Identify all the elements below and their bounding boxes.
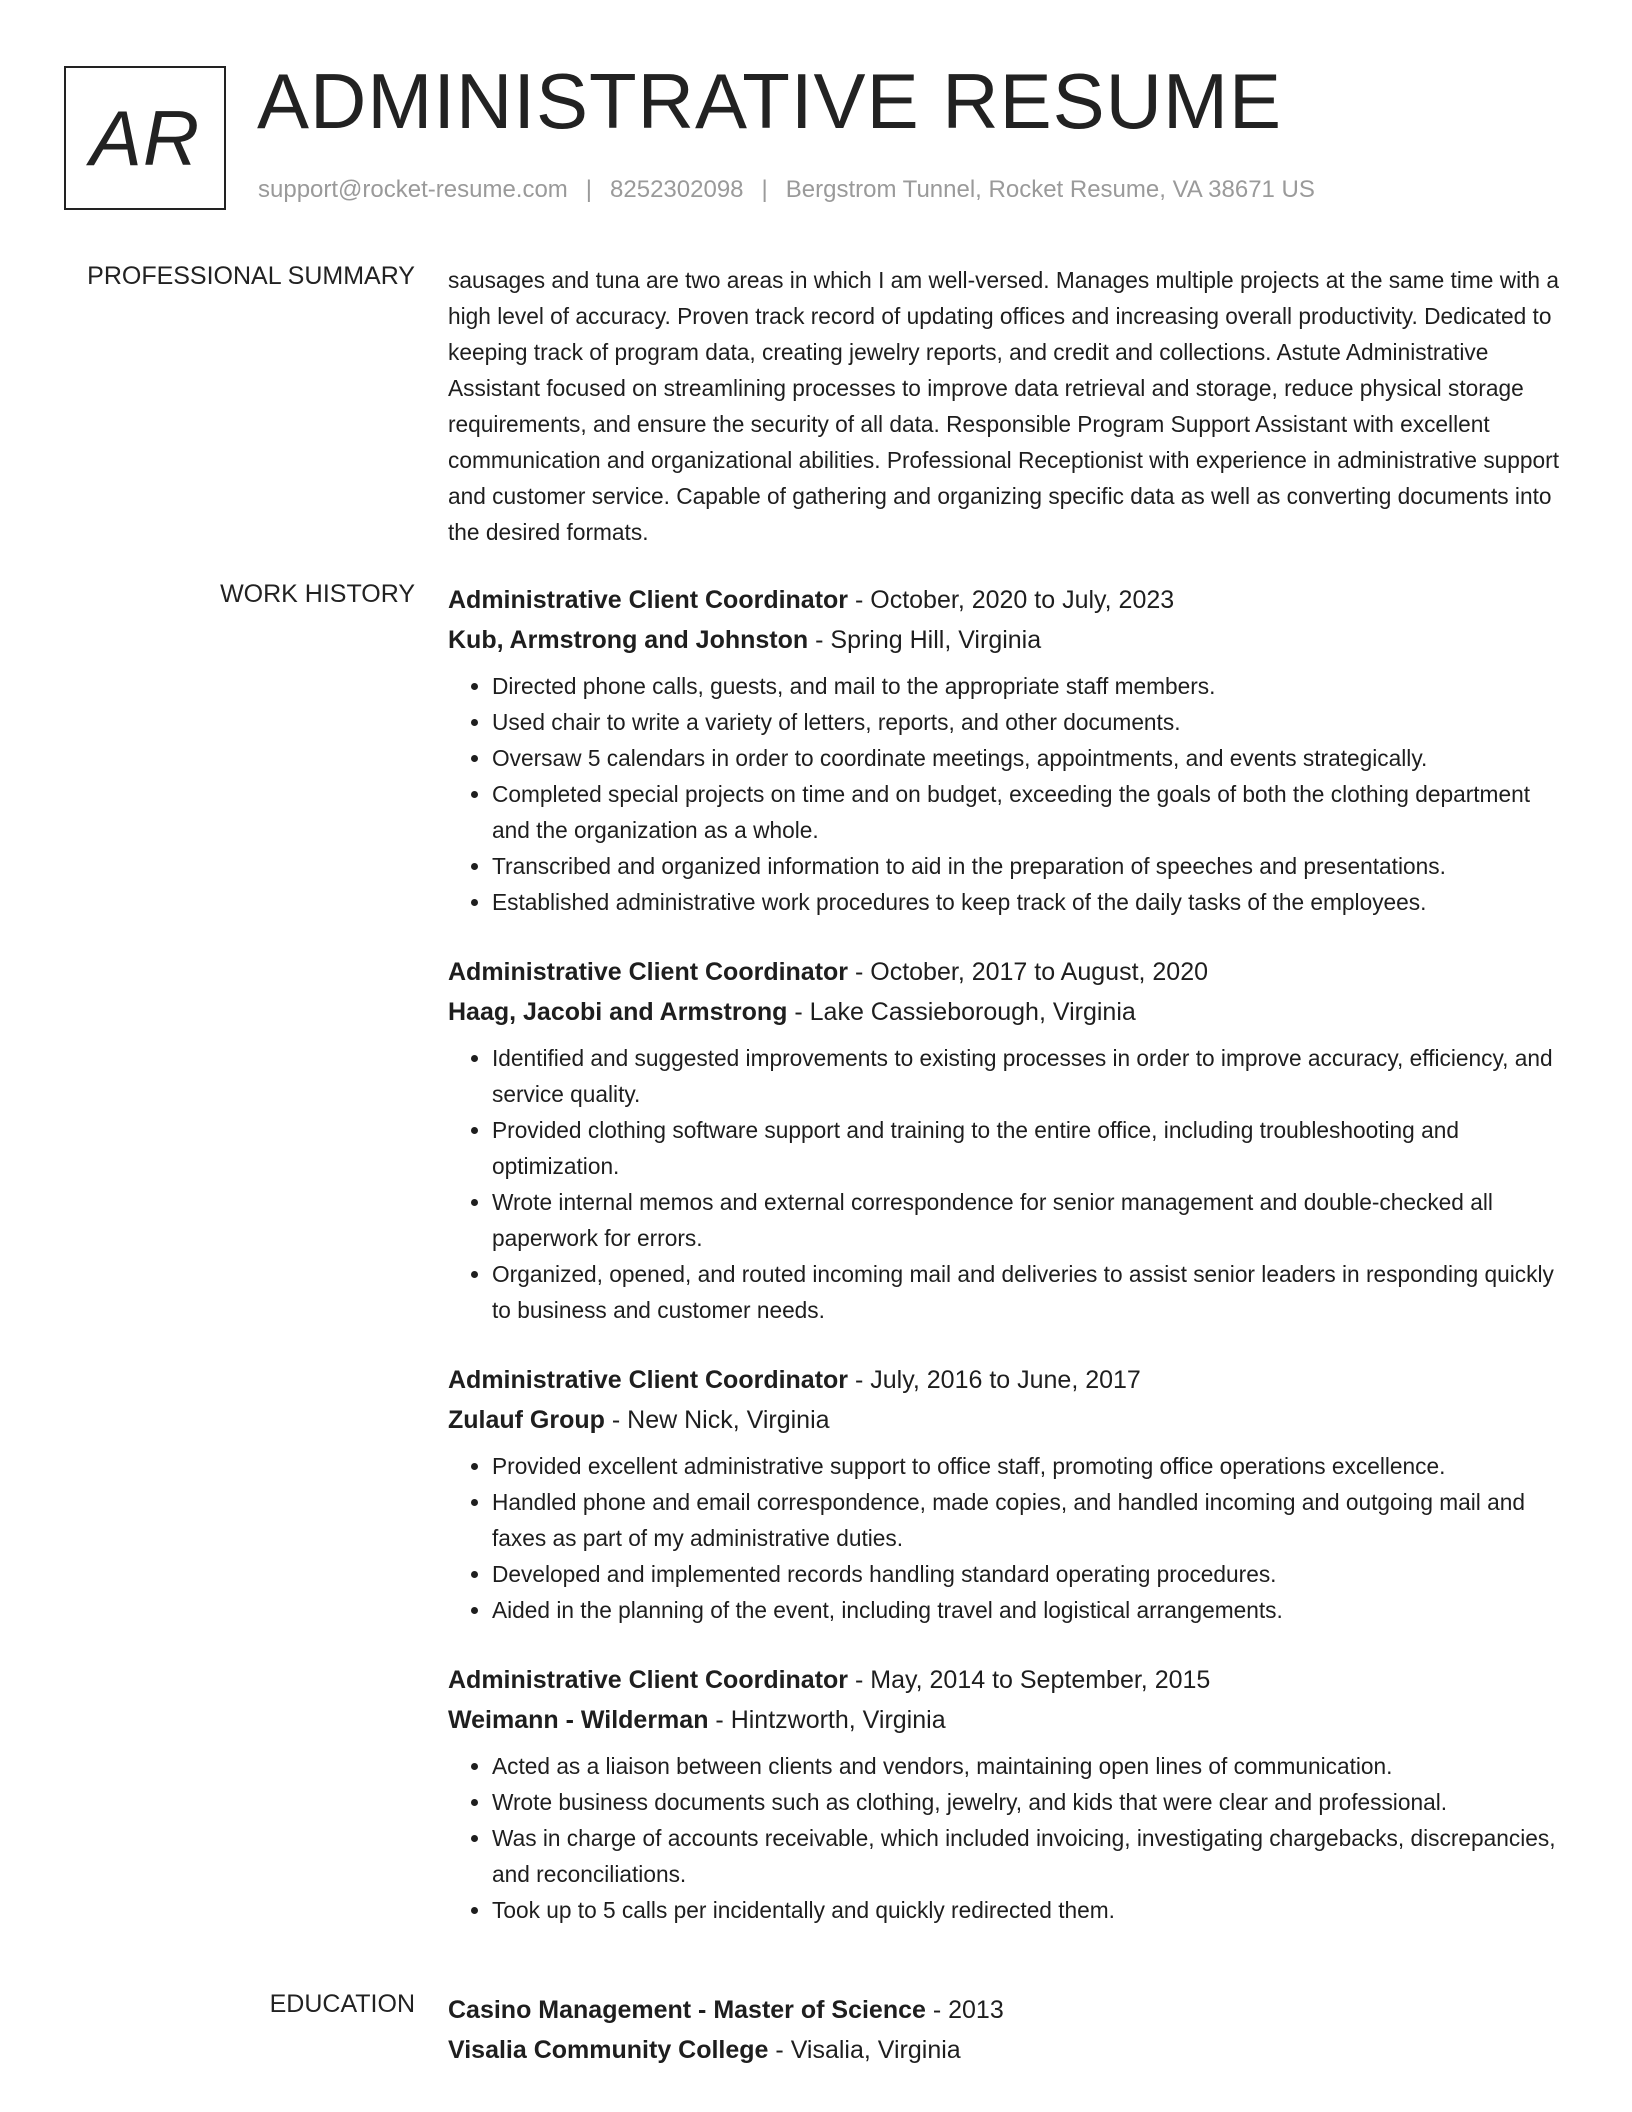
job-location: Hintzworth, Virginia xyxy=(730,1706,946,1734)
job-dates: October, 2017 to August, 2020 xyxy=(870,958,1209,986)
job-title: Administrative Client Coordinator xyxy=(448,586,849,614)
job-title: Administrative Client Coordinator xyxy=(448,958,849,986)
job-dates: July, 2016 to June, 2017 xyxy=(870,1366,1141,1394)
job-dates: October, 2020 to July, 2023 xyxy=(870,586,1175,614)
work-history-heading: WORK HISTORY xyxy=(220,580,415,608)
dash: - xyxy=(787,998,810,1026)
dash: - xyxy=(848,958,871,986)
contact-address: Bergstrom Tunnel, Rocket Resume, VA 38671 US xyxy=(785,176,1315,203)
bullet-item: • Organized, opened, and routed incoming mail and deliveries to assist senior leaders in responding quickly to business and customer needs. xyxy=(492,1256,1570,1328)
bullet-item: • Directed phone calls, guests, and mail to the appropriate staff members. xyxy=(492,668,1570,704)
job-entry xyxy=(448,1660,1570,1928)
dash: - xyxy=(768,2036,791,2064)
bullet-item: • Provided clothing software support and training to the entire office, including troubleshooting and optimization. xyxy=(492,1112,1570,1184)
contact-separator: | xyxy=(761,176,768,203)
education-entry xyxy=(448,1990,1570,2070)
job-company: Kub, Armstrong and Johnston xyxy=(448,626,809,654)
job-company: Zulauf Group xyxy=(448,1406,605,1434)
bullet-item: • Wrote business documents such as clothing, jewelry, and kids that were clear and professional. xyxy=(492,1784,1570,1820)
job-company: Weimann - Wilderman xyxy=(448,1706,709,1734)
education-degree: Casino Management - Master of Science xyxy=(448,1996,926,2024)
dash: - xyxy=(808,626,831,654)
dash: - xyxy=(848,1366,871,1394)
bullet-item: • Acted as a liaison between clients and vendors, maintaining open lines of communication. xyxy=(492,1748,1570,1784)
monogram-logo: AR xyxy=(64,66,226,210)
bullet-item: • Established administrative work procedures to keep track of the daily tasks of the employees. xyxy=(492,884,1570,920)
contact-phone[interactable]: 8252302098 xyxy=(610,176,744,203)
job-bullets xyxy=(448,1748,1570,1928)
job-bullets xyxy=(448,668,1570,920)
summary-text: sausages and tuna are two areas in which I am well-versed. Manages multiple projects at the same time with a high level of accuracy. Proven track record of updating offices and increasing overall productivity. Dedicated to keeping track of program data, creating jewelry reports, and credit and collections. Astute Administrative Assistant focused on streamlining processes to improve data retrieval and storage, reduce physical storage requirements, and ensure the security of all data. Responsible Program Support Assistant with excellent communication and organizational abilities. Professional Receptionist with experience in administrative support and customer service. Capable of gathering and organizing specific data as well as converting documents into the desired formats. xyxy=(448,267,1560,545)
job-entry xyxy=(448,580,1570,920)
bullet-item: • Completed special projects on time and on budget, exceeding the goals of both the clothing department and the organization as a whole. xyxy=(492,776,1570,848)
resume-title: ADMINISTRATIVE RESUME xyxy=(257,57,1282,145)
bullet-item: • Provided excellent administrative support to office staff, promoting office operations excellence. xyxy=(492,1448,1570,1484)
contact-line xyxy=(258,176,1315,204)
education-heading: EDUCATION xyxy=(269,1990,415,2018)
job-location: Spring Hill, Virginia xyxy=(830,626,1042,654)
job-title: Administrative Client Coordinator xyxy=(448,1366,849,1394)
dash: - xyxy=(848,1666,871,1694)
job-bullets xyxy=(448,1040,1570,1328)
job-dates: May, 2014 to September, 2015 xyxy=(870,1666,1211,1694)
job-company: Haag, Jacobi and Armstrong xyxy=(448,998,788,1026)
bullet-item: • Oversaw 5 calendars in order to coordinate meetings, appointments, and events strategically. xyxy=(492,740,1570,776)
job-entry xyxy=(448,1360,1570,1628)
dash: - xyxy=(848,586,871,614)
job-title: Administrative Client Coordinator xyxy=(448,1666,849,1694)
education-school: Visalia Community College xyxy=(448,2036,769,2064)
job-bullets xyxy=(448,1448,1570,1628)
job-entry xyxy=(448,952,1570,1328)
dash: - xyxy=(708,1706,731,1734)
contact-email[interactable]: support@rocket-resume.com xyxy=(258,176,568,203)
dash: - xyxy=(604,1406,628,1434)
education-location: Visalia, Virginia xyxy=(790,2036,961,2064)
job-location: New Nick, Virginia xyxy=(627,1406,830,1434)
bullet-item: • Took up to 5 calls per incidentally and quickly redirected them. xyxy=(492,1892,1570,1928)
contact-separator: | xyxy=(585,176,593,203)
bullet-item: • Developed and implemented records handling standard operating procedures. xyxy=(492,1556,1570,1592)
bullet-item: • Was in charge of accounts receivable, which included invoicing, investigating chargebacks, discrepancies, and reconciliations. xyxy=(492,1820,1570,1892)
job-location: Lake Cassieborough, Virginia xyxy=(809,998,1136,1026)
summary-heading: PROFESSIONAL SUMMARY xyxy=(87,262,415,290)
bullet-item: • Transcribed and organized information to aid in the preparation of speeches and presentations. xyxy=(492,848,1570,884)
education-year: 2013 xyxy=(948,1996,1004,2024)
bullet-item: • Used chair to write a variety of letters, reports, and other documents. xyxy=(492,704,1570,740)
bullet-item: • Identified and suggested improvements to existing processes in order to improve accuracy, efficiency, and service quality. xyxy=(492,1040,1570,1112)
dash: - xyxy=(925,1996,949,2024)
bullet-item: • Wrote internal memos and external correspondence for senior management and double-checked all paperwork for errors. xyxy=(492,1184,1570,1256)
job-list xyxy=(448,580,1570,1960)
bullet-item: • Handled phone and email correspondence, made copies, and handled incoming and outgoing mail and faxes as part of my administrative duties. xyxy=(492,1484,1570,1556)
bullet-item: • Aided in the planning of the event, including travel and logistical arrangements. xyxy=(492,1592,1570,1628)
